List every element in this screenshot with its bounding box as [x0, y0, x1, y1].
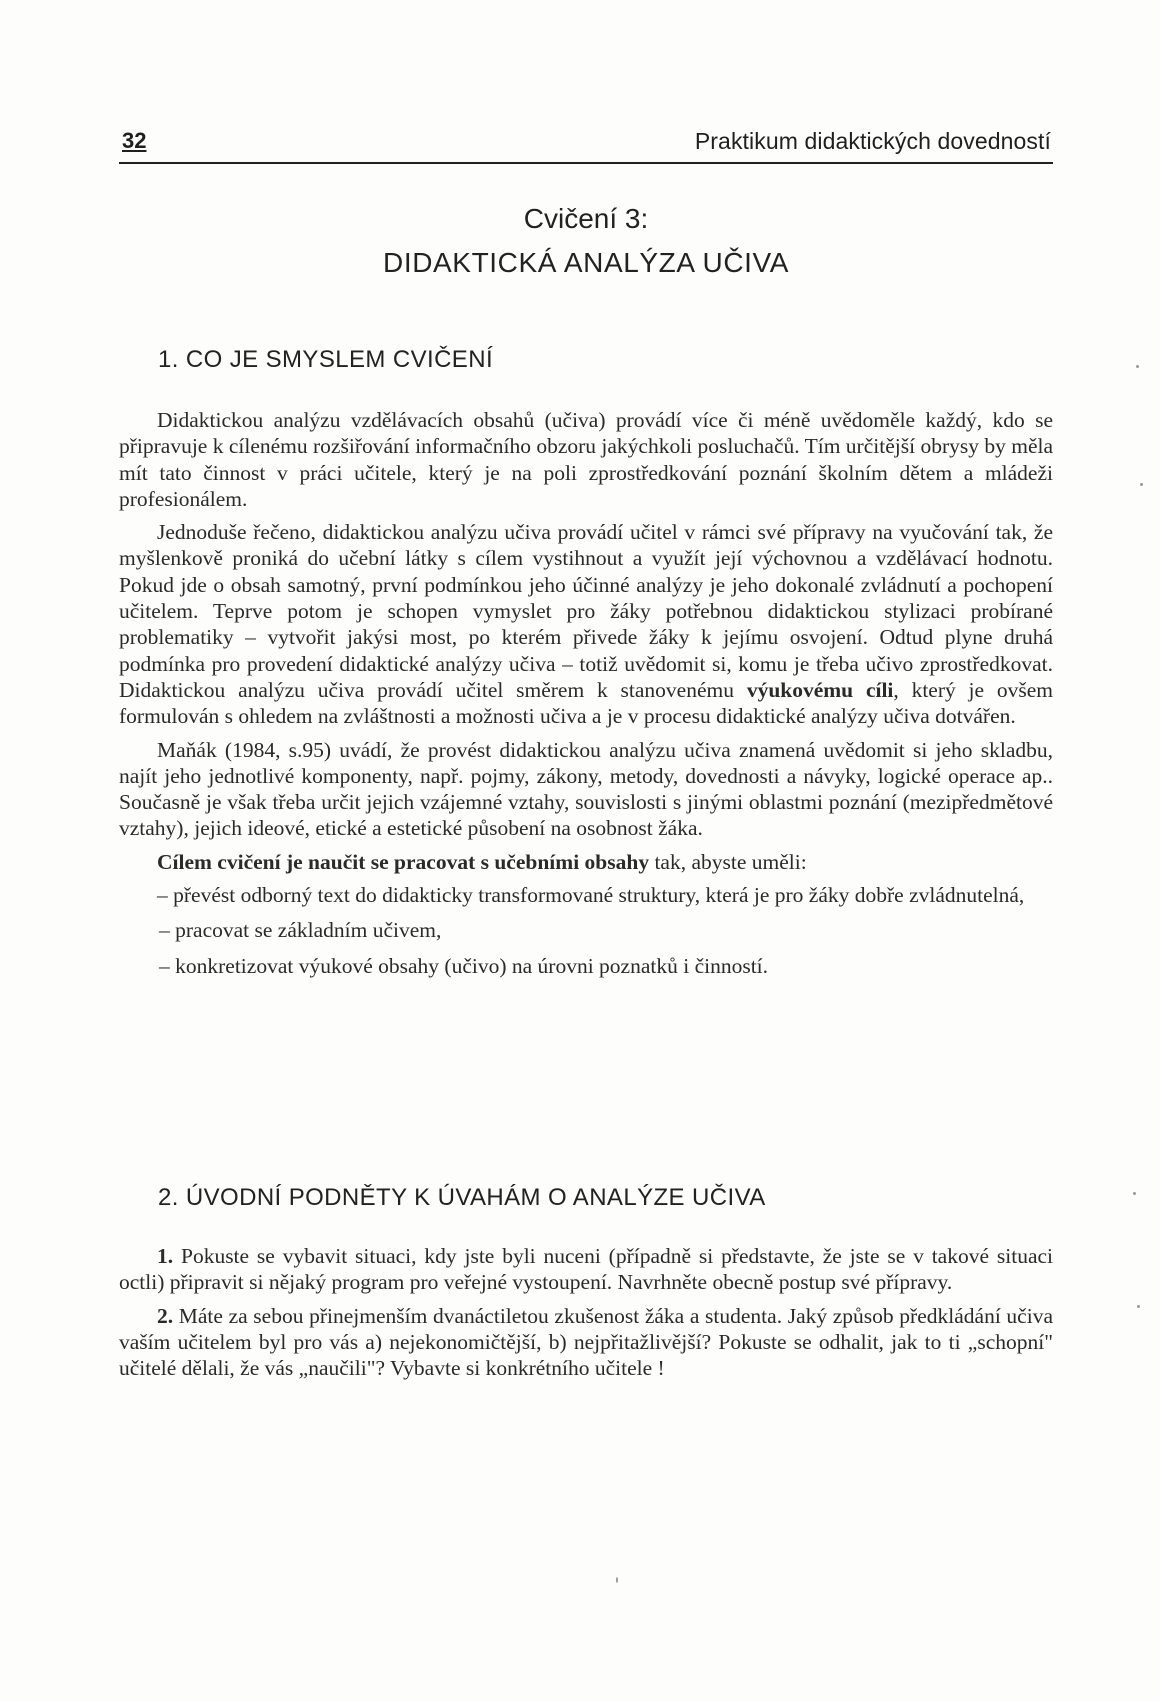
section-heading-2: 2. ÚVODNÍ PODNĚTY K ÚVAHÁM O ANALÝZE UČIVA [158, 1184, 766, 1211]
page-number: 32 [122, 128, 147, 153]
paragraph: Cílem cvičení je naučit se pracovat s učebními obsahy tak, abyste uměli: [157, 849, 807, 874]
section-2-body [119, 1243, 1053, 1388]
scan-speck [1133, 1192, 1136, 1195]
paragraph: Jednoduše řečeno, didaktickou analýzu učiva provádí učitel v rámci své přípravy na vyučování tak, že myšlenkově proniká do učební látky s cílem vystihnout a využít její výchovnou a vzdělávací hodnotu. Pokud jde o obsah samotný, první podmínkou jeho účinné analýzy je jeho dokonalé zvládnutí a pochopení učitelem. Teprve potom je schopen vymyslet pro žáky potřebnou didaktickou stylizaci probírané problematiky – vytvořit jakýsi most, po kterém přivede žáky k jejímu osvojení. Odtud plyne druhá podmínka pro provedení didaktické analýzy učiva – totiž uvědomit si, komu je třeba učivo zprostředkovat. Didaktickou analýzu učiva provádí učitel směrem k stanovenému výukovému cíli, který je ovšem formulován s ohledem na zvláštnosti a možnosti učiva a je v procesu didaktické analýzy učiva dotvářen. [119, 520, 1054, 729]
paragraph: Maňák (1984, s.95) uvádí, že provést didaktickou analýzu učiva znamená uvědomit si jeho skladbu, najít jeho jednotlivé komponenty, např. pojmy, zákony, metody, dovednosti a návyky, logické operace ap.. Současně je však třeba určit jejich vzájemné vztahy, souvislosti s jinými oblastmi poznání (mezipředmětové vztahy), jejich ideové, etické a estetické působení na osobnost žáka. [119, 737, 1053, 841]
exercise-title: Cvičení 3: [523, 203, 649, 234]
bold-phrase: Cílem cvičení je naučit se pracovat s učebními obsahy [157, 849, 650, 874]
paragraph: Didaktickou analýzu vzdělávacích obsahů (učiva) provádí více či méně uvědoměle každý, kdo se připravuje k cílenému rozšiřování informačního obzoru jakýchkoli posluchačů. Tím určitější obrysy by měla mít tato činnost v práci učitele, který je na poli zprostředkování poznání školním dětem a mládeži profesionálem. [119, 408, 1054, 511]
section-heading-1: 1. CO JE SMYSLEM CVIČENÍ [158, 346, 494, 373]
book-title: Praktikum didaktických dovedností [694, 128, 1051, 154]
scan-speck [1137, 1305, 1140, 1308]
running-header [119, 128, 1053, 164]
bold-phrase: výukovému cíli [746, 677, 894, 702]
list-item: – pracovat se základním učivem, [159, 918, 442, 943]
section-1-body [119, 407, 1053, 988]
scan-speck [1140, 483, 1143, 486]
scan-speck [1136, 365, 1139, 368]
list-item: – konkretizovat výukové obsahy (učivo) na úrovni poznatků i činností. [159, 953, 769, 978]
scan-speck [616, 1577, 618, 1583]
exercise-subtitle: DIDAKTICKÁ ANALÝZA UČIVA [383, 247, 789, 278]
list-item: – převést odborný text do didakticky transformované struktury, která je pro žáky dobře zvládnutelná, [157, 883, 1025, 908]
question: 2. Máte za sebou přinejmenším dvanáctiletou zkušenost žáka a studenta. Jaký způsob předkládání učiva vaším učitelem byl pro vás a) nejekonomičtější, b) nejpřitažlivější? Pokuste se odhalit, jak to ti „schopní" učitelé dělali, že vás „naučili"? Vybavte si konkrétního učitele ! [119, 1303, 1053, 1381]
question: 1. Pokuste se vybavit situaci, kdy jste byli nuceni (případně si představte, že jste se v takové situaci octli) připravit si nějaký program pro veřejné vystoupení. Navrhněte obecně postup své přípravy. [119, 1244, 1053, 1295]
